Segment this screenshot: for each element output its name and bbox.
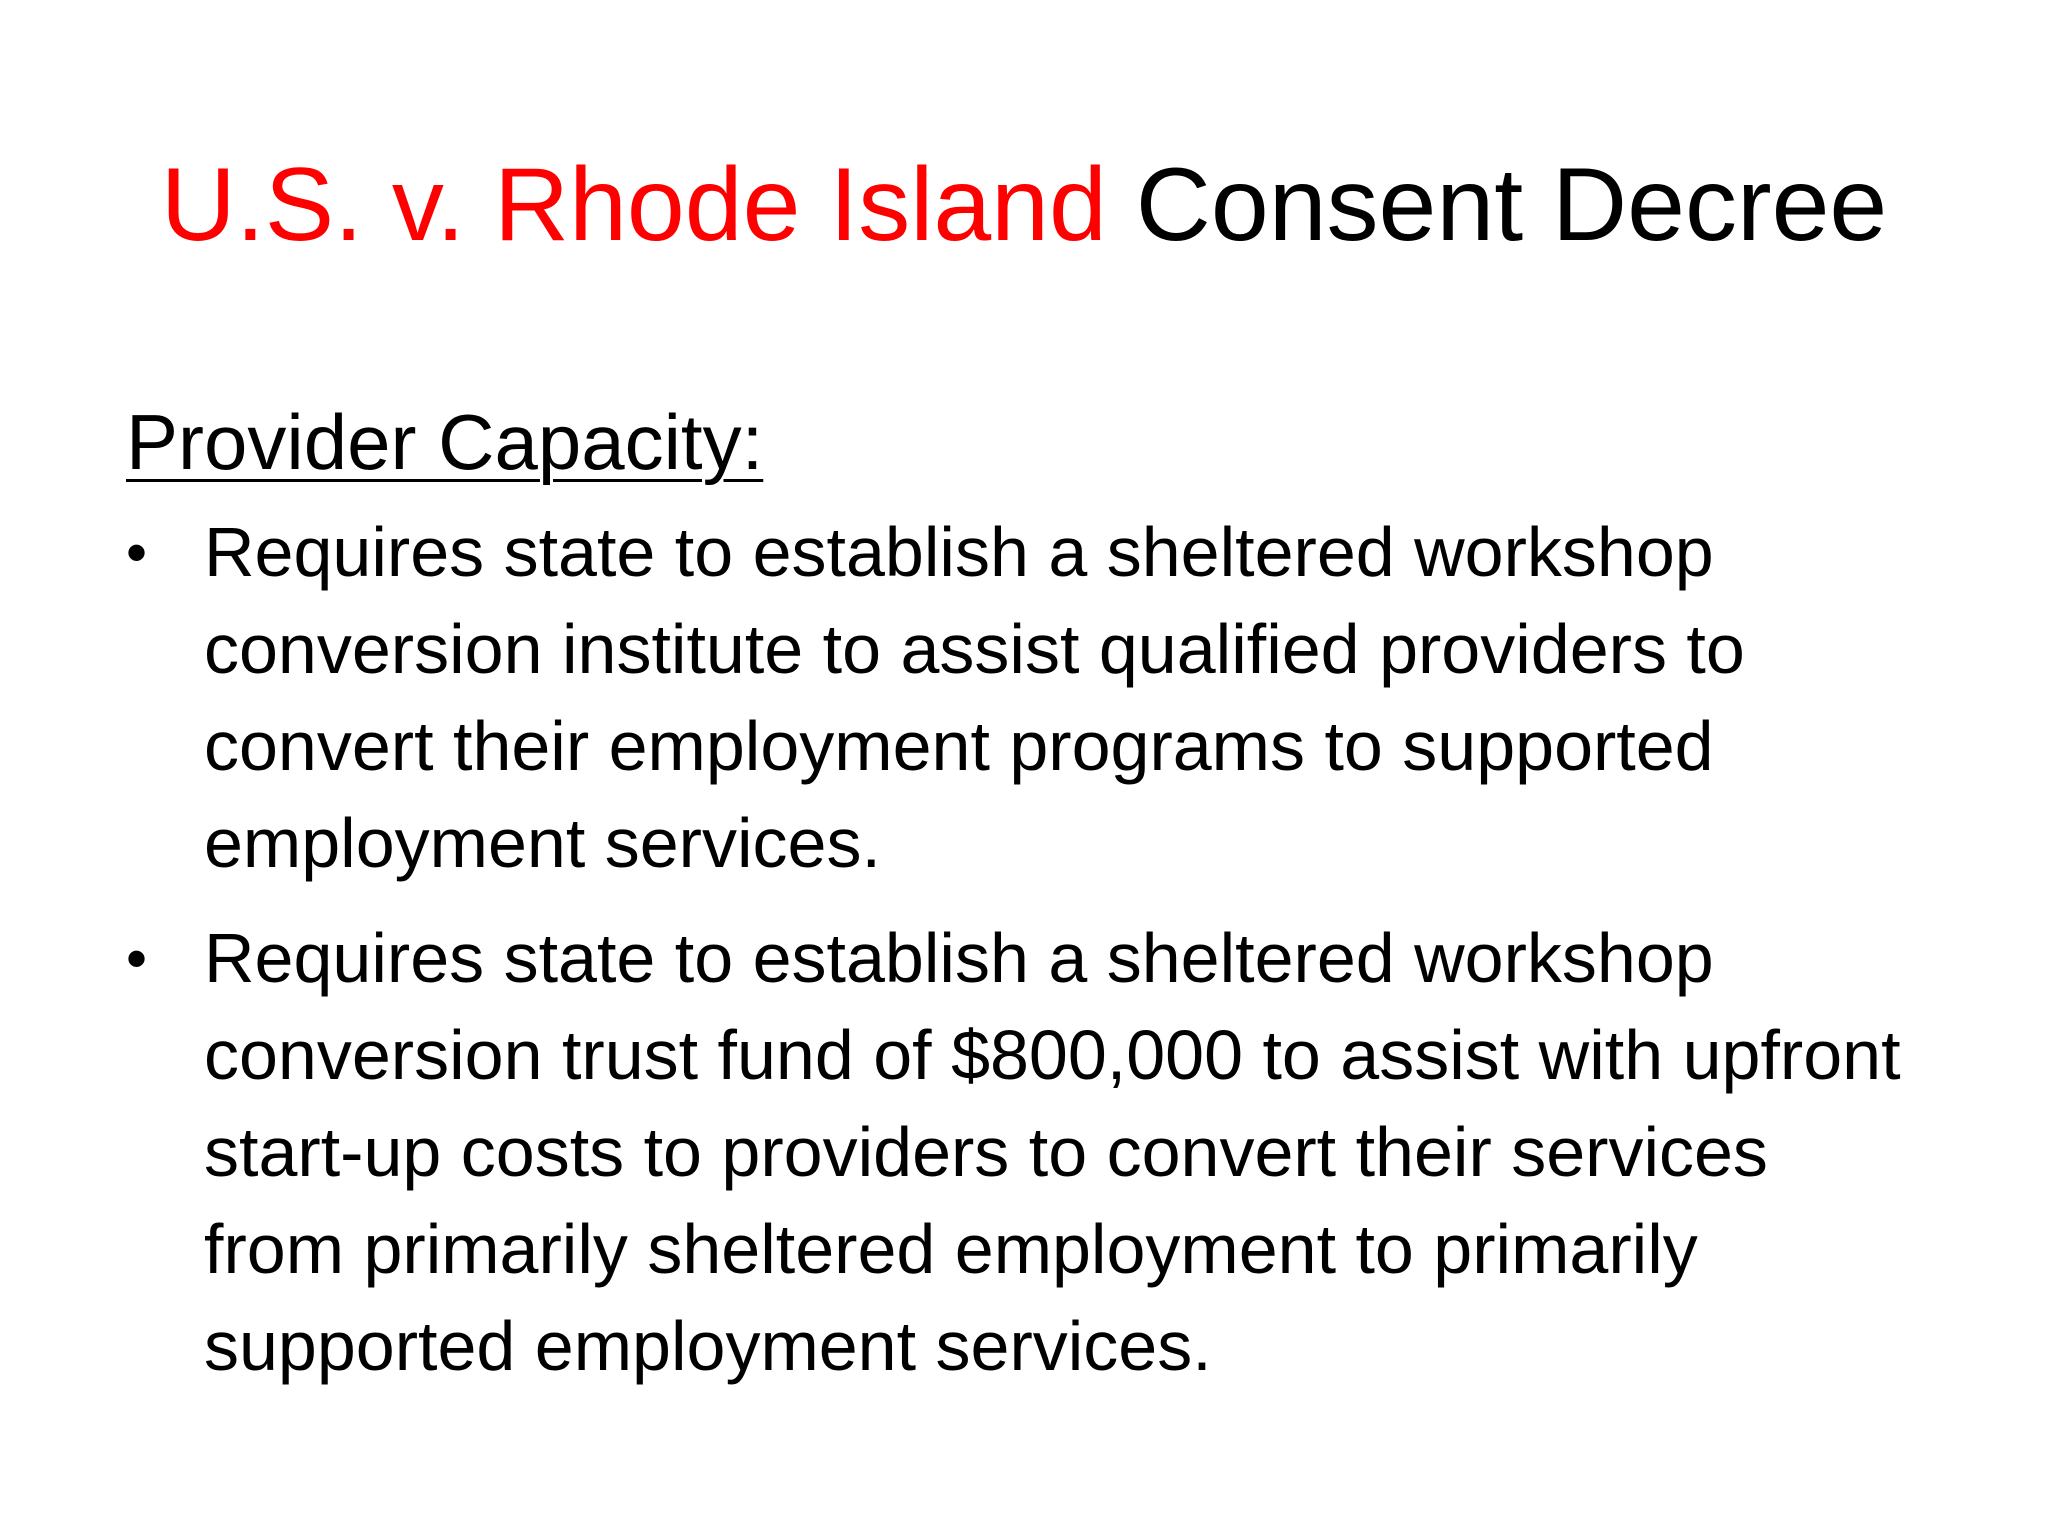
slide-title [0,140,2048,270]
bullet-icon: • [126,925,148,992]
bullet-text: Requires state to establish a sheltered workshop conversion institute to assist qualified providers to convert their employment programs to supported employment services. [204,513,1745,882]
section-heading: Provider Capacity: [126,398,764,486]
bullet-item [126,910,1926,1395]
bullet-icon: • [126,519,148,586]
title-case-name: U.S. v. Rhode Island [160,147,1107,263]
bullet-list [126,504,1926,1395]
title-suffix: Consent Decree [1135,147,1888,263]
slide-body [126,392,1926,1413]
bullet-text: Requires state to establish a sheltered workshop conversion trust fund of $800,000 to assist with upfront start-up costs to providers to convert their services from primarily sheltered employment to primarily supported employment services. [204,919,1901,1385]
bullet-item [126,504,1926,892]
